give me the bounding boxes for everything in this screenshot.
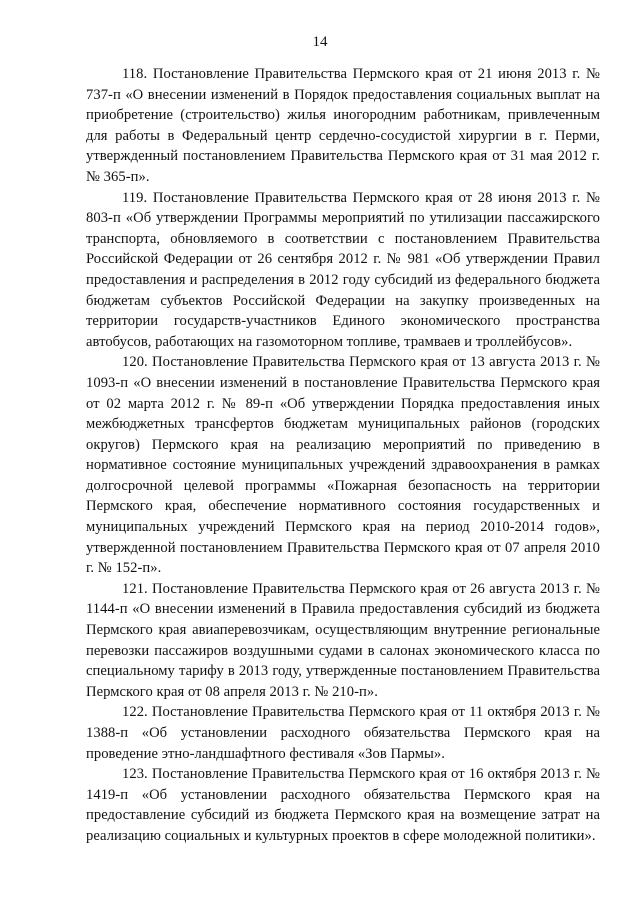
item-number: 120.	[122, 354, 148, 371]
list-item	[86, 64, 600, 188]
item-number: 122.	[122, 704, 148, 721]
list-item	[86, 764, 600, 846]
item-text: Постановление Правительства Пермского края от 13 августа 2013 г. № 1093-п «О внесении изменений в постановление Правительства Пермского края от 02 марта 2012 г. № 89-п «Об утверждении Порядка предоставления иных межбюджетных трансфертов бюджетам муниципальных районов (городских округов) Пермского края на реализацию мероприятий по приведению в нормативное состояние муниципальных учреждений здравоохранения в рамках долгосрочной целевой программы «Пожарная безопасность на территории Пермского края, обеспечение нормативного состояния государственных и муниципальных учреждений Пермского края на период 2010-2014 годов», утвержденной постановлением Правительства Пермского края от 07 апреля 2010 г. № 152-п».	[86, 354, 600, 577]
item-text: Постановление Правительства Пермского края от 26 августа 2013 г. № 1144-п «О внесении изменений в Правила предоставления субсидий из бюджета Пермского края авиаперевозчикам, осуществляющим внутренние региональные перевозки пассажиров воздушными судами в салонах экономического класса по специальному тарифу в 2013 году, утвержденные постановлением Правительства Пермского края от 08 апреля 2013 г. № 210-п».	[86, 580, 600, 700]
item-text: Постановление Правительства Пермского края от 11 октября 2013 г. № 1388-п «Об установлении расходного обязательства Пермского края на проведение этно-ландшафтного фестиваля «Зов Пармы».	[86, 704, 600, 762]
item-number: 121.	[122, 580, 148, 597]
page-number: 14	[312, 34, 328, 50]
list-item	[86, 352, 600, 579]
item-text: Постановление Правительства Пермского края от 21 июня 2013 г. № 737-п «О внесении изменений в Порядок предоставления социальных выплат на приобретение (строительство) жилья иногородним работникам, привлеченным для работы в Федеральный центр сердечно-сосудистой хирургии в г. Перми, утвержденный постановлением Правительства Пермского края от 31 мая 2012 г. № 365-п».	[86, 66, 600, 185]
item-number: 123.	[122, 766, 148, 783]
list-item	[86, 188, 600, 353]
list-item	[86, 702, 600, 764]
item-text: Постановление Правительства Пермского края от 28 июня 2013 г. № 803-п «Об утверждении Программы мероприятий по утилизации пассажирского транспорта, обновляемого в соответствии с постановлением Правительства Российской Федерации от 26 сентября 2012 г. № 981 «Об утверждении Правил предоставления и распределения в 2012 году субсидий из федерального бюджета бюджетам субъектов Российской Федерации на закупку произведенных на территории государств-участников Единого экономического пространства автобусов, работающих на газомоторном топливе, трамваев и троллейбусов».	[86, 189, 600, 350]
item-text: Постановление Правительства Пермского края от 16 октября 2013 г. № 1419-п «Об установлении расходного обязательства Пермского края на предоставление субсидий из бюджета Пермского края на возмещение затрат на реализацию социальных и культурных проектов в сфере молодежной политики».	[86, 766, 600, 844]
list-item	[86, 579, 600, 703]
item-number: 118.	[122, 66, 148, 82]
item-number: 119.	[122, 189, 148, 206]
document-body	[86, 64, 600, 847]
